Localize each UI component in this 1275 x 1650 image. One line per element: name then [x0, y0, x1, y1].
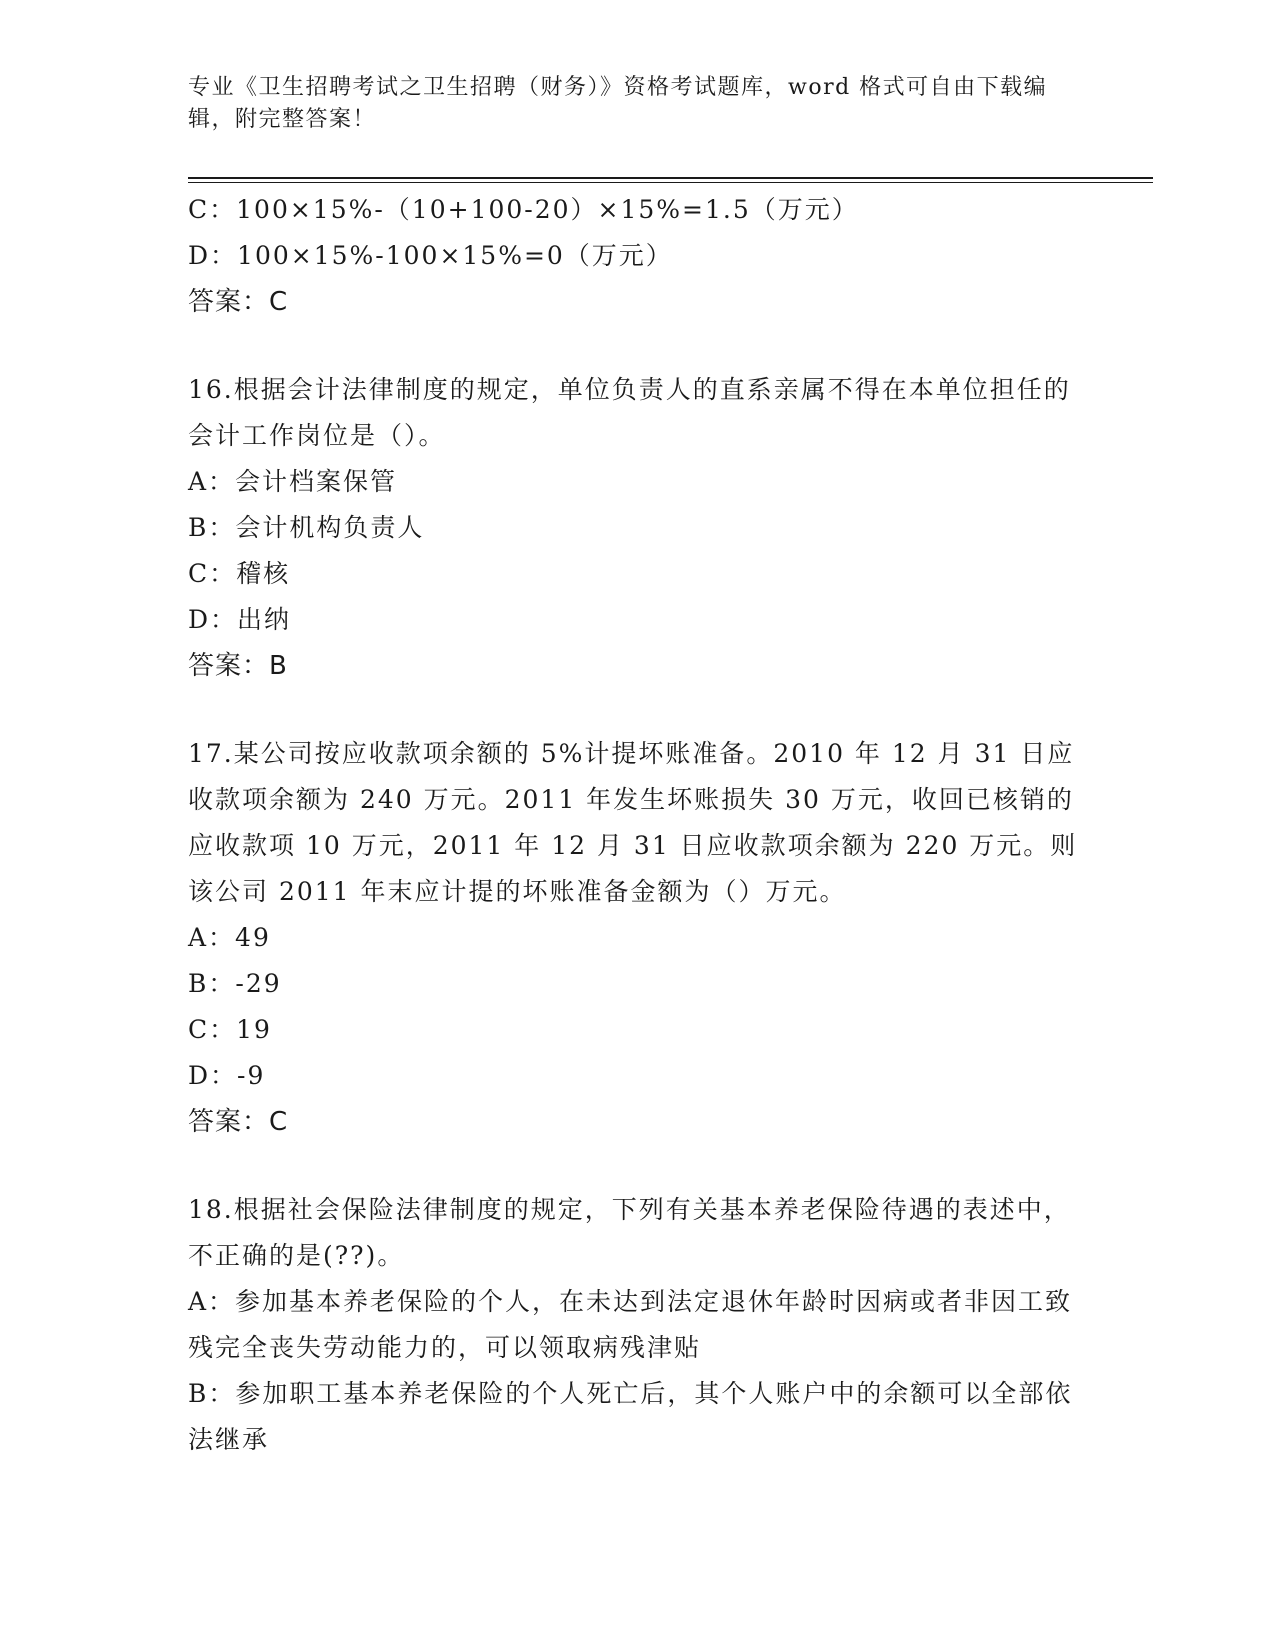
answer-line: 答案：C [188, 1107, 289, 1137]
header-divider-thick [188, 177, 1153, 179]
question-stem: 16.根据会计法律制度的规定，单位负责人的直系亲属不得在本单位担任的会计工作岗位是（）。 [188, 375, 1071, 450]
question-17 [188, 731, 1088, 1145]
previous-question-tail [188, 187, 1088, 325]
option-a: A：49 [188, 923, 271, 952]
question-18 [188, 1187, 1088, 1463]
option-c: C：稽核 [188, 559, 291, 588]
question-content [188, 187, 1088, 1463]
option-b: B：-29 [188, 969, 282, 998]
option-d: D：出纳 [188, 605, 292, 634]
question-stem: 17.某公司按应收款项余额的 5%计提坏账准备。2010 年 12 月 31 日应收款项余额为 240 万元。2011 年发生坏账损失 30 万元，收回已核销的应收款项 10 万元，2011 年 12 月 31 日应收款项余额为 220 万元。则该公司 2011 年末应计提的坏账准备金额为（）万元。 [188, 739, 1078, 906]
option-d: D：-9 [188, 1061, 266, 1090]
question-stem: 18.根据社会保险法律制度的规定，下列有关基本养老保险待遇的表述中，不正确的是(??)。 [188, 1195, 1071, 1270]
question-16 [188, 367, 1088, 689]
page-header [188, 72, 1068, 136]
option-c: C：100×15%-（10+100-20）×15%=1.5（万元） [188, 195, 859, 224]
option-a: A：会计档案保管 [188, 467, 398, 496]
spacer [188, 1145, 1088, 1187]
spacer [188, 325, 1088, 367]
option-c: C：19 [188, 1015, 272, 1044]
answer-line: 答案：C [188, 287, 289, 317]
header-title: 专业《卫生招聘考试之卫生招聘（财务）》资格考试题库，word 格式可自由下载编辑，附完整答案！ [188, 75, 1048, 132]
option-a: A：参加基本养老保险的个人，在未达到法定退休年龄时因病或者非因工致残完全丧失劳动能力的，可以领取病残津贴 [188, 1287, 1073, 1362]
option-b: B：参加职工基本养老保险的个人死亡后，其个人账户中的余额可以全部依法继承 [188, 1379, 1073, 1454]
option-b: B：会计机构负责人 [188, 513, 425, 542]
option-d: D：100×15%-100×15%=0（万元） [188, 241, 673, 270]
answer-line: 答案：B [188, 651, 288, 681]
header-divider-thin [188, 182, 1153, 183]
spacer [188, 689, 1088, 731]
